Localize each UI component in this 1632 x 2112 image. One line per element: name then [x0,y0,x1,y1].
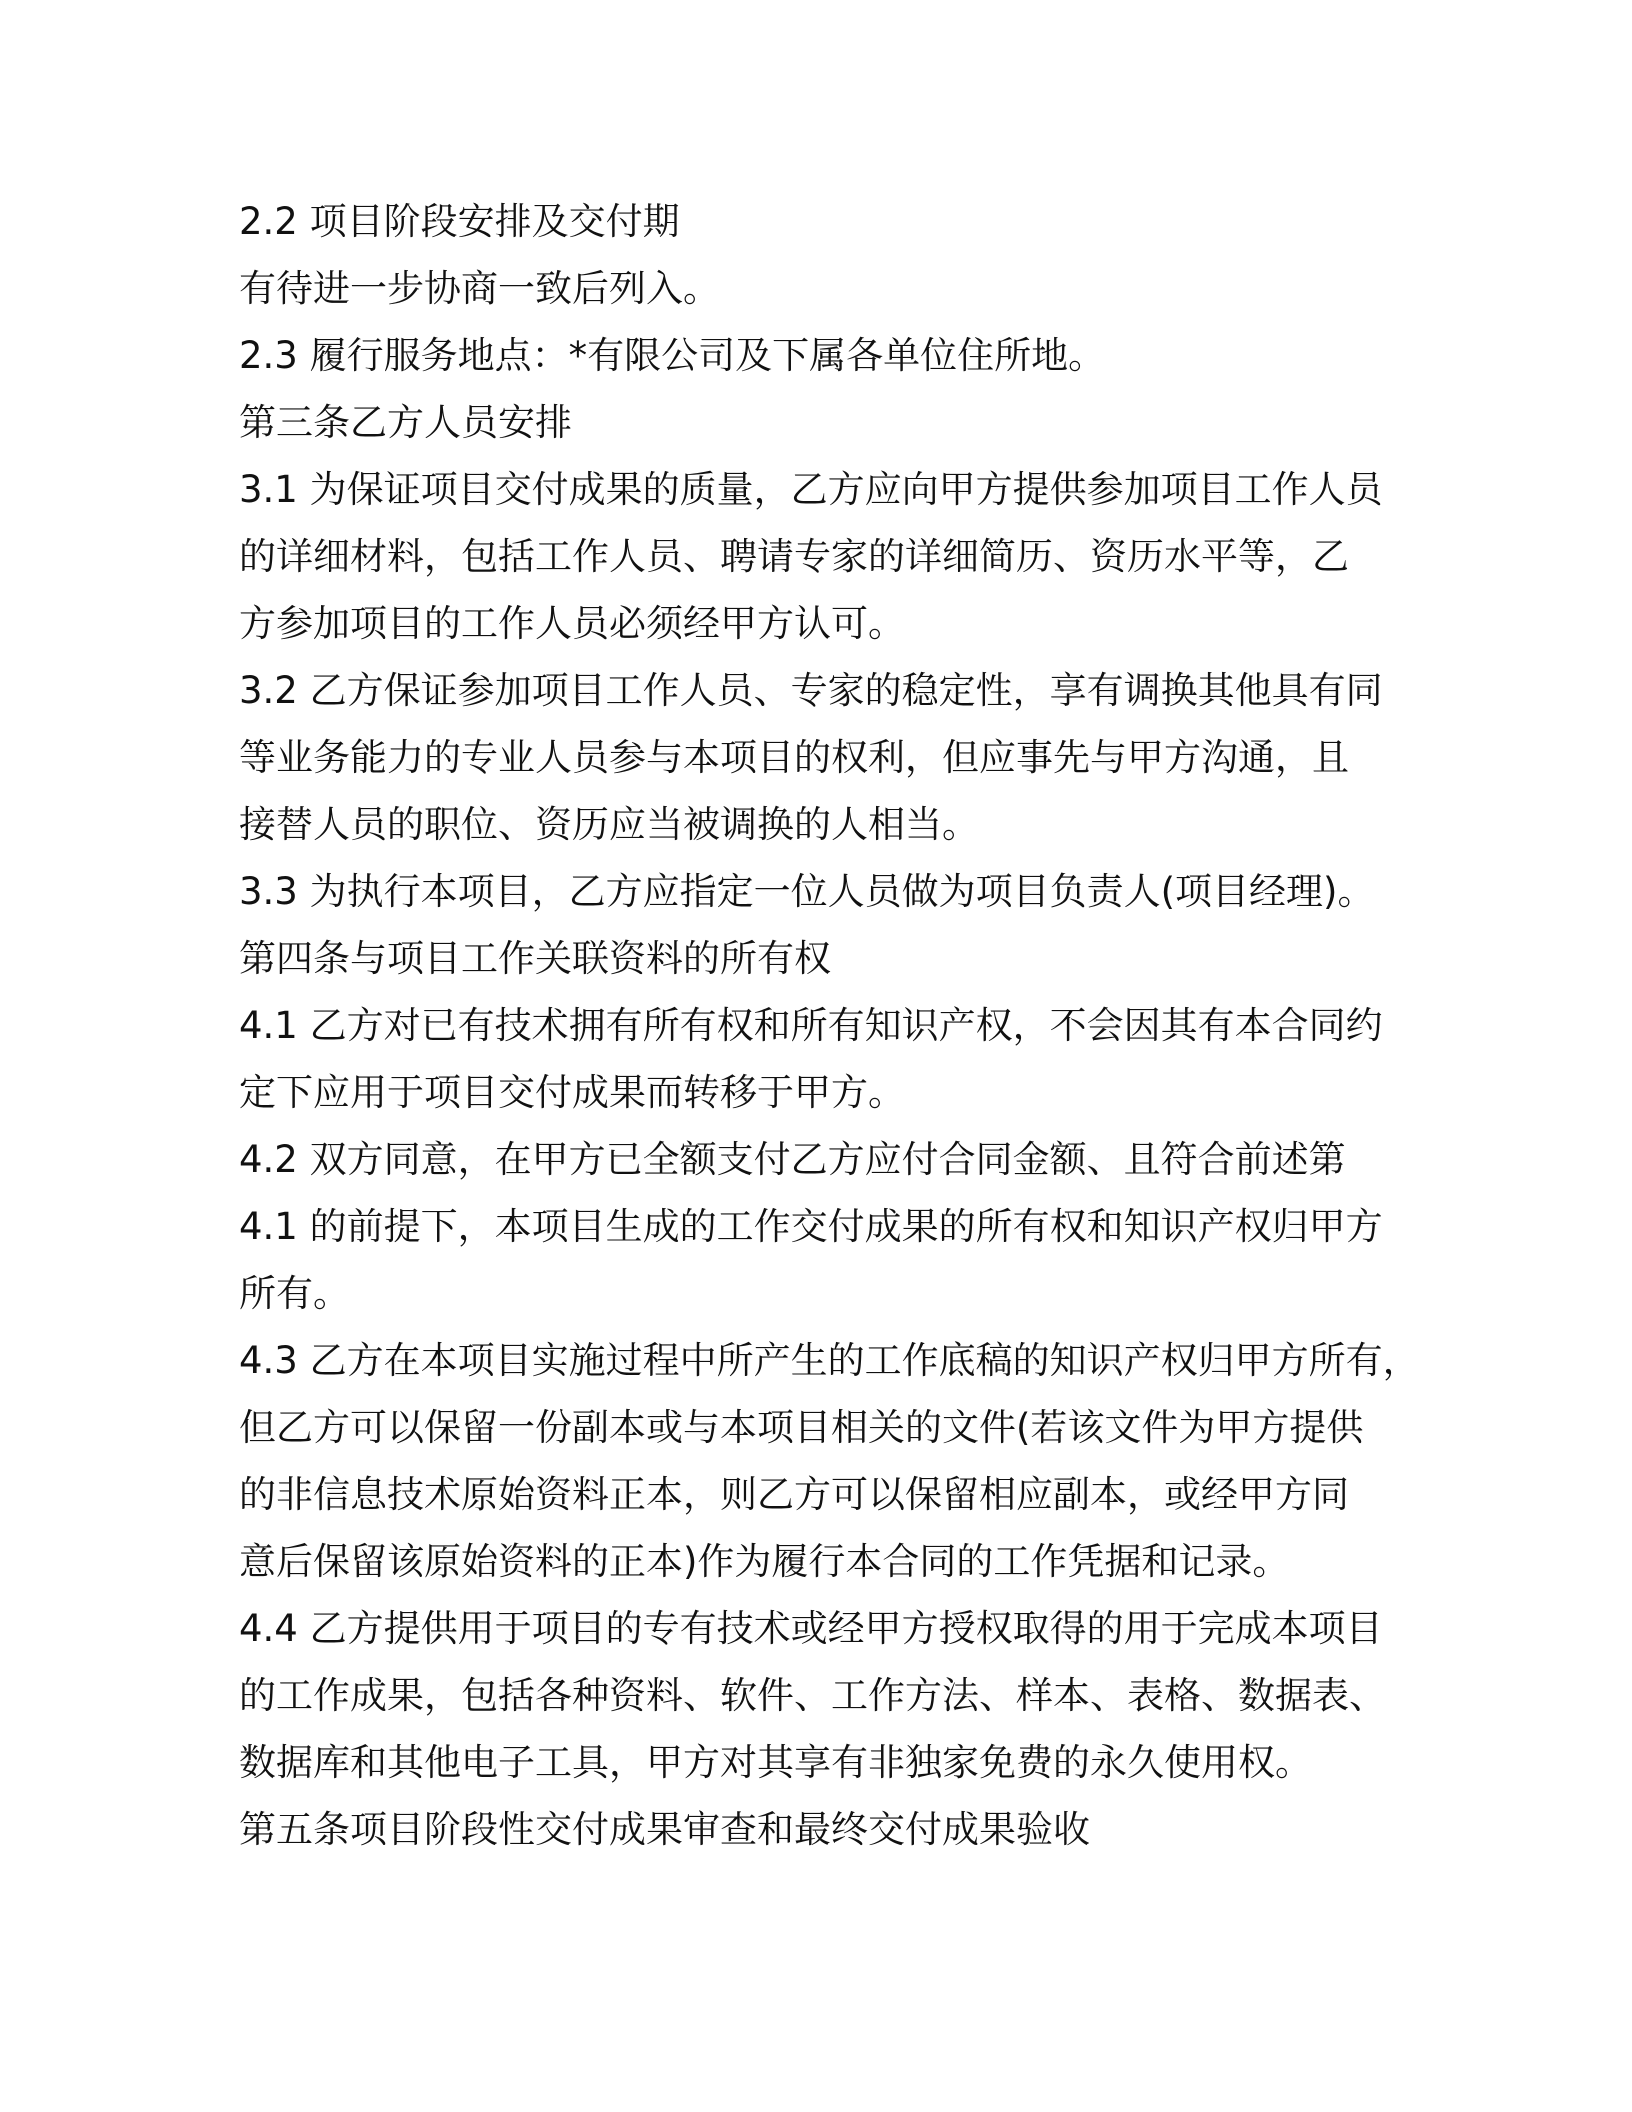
clause-3-1-line: 的详细材料，包括工作人员、聘请专家的详细简历、资历水平等，乙 [239,535,1349,578]
clause-3-2-line: 等业务能力的专业人员参与本项目的权利，但应事先与甲方沟通，且 [239,736,1349,779]
clause-4-1-line: 定下应用于项目交付成果而转移于甲方。 [239,1071,905,1114]
heading-2-2: 2.2 项目阶段安排及交付期 [239,200,680,243]
clause-3-2-line: 接替人员的职位、资历应当被调换的人相当。 [239,803,979,846]
clause-3-1-line: 3.1 为保证项目交付成果的质量，乙方应向甲方提供参加项目工作人员 [239,468,1383,511]
clause-4-3-line: 意后保留该原始资料的正本)作为履行本合同的工作凭据和记录。 [239,1540,1290,1583]
clause-4-2-line: 4.2 双方同意，在甲方已全额支付乙方应付合同金额、且符合前述第 [239,1138,1346,1181]
clause-3-2-line: 3.2 乙方保证参加项目工作人员、专家的稳定性，享有调换其他具有同 [239,669,1383,712]
document-body [239,188,1419,1863]
clause-3-1-line: 方参加项目的工作人员必须经甲方认可。 [239,602,905,645]
clause-4-2-line: 所有。 [239,1272,350,1315]
clause-4-4-line: 数据库和其他电子工具，甲方对其享有非独家免费的永久使用权。 [239,1741,1312,1784]
clause-4-3-line: 但乙方可以保留一份副本或与本项目相关的文件(若该文件为甲方提供 [239,1406,1364,1449]
clause-4-3-line: 4.3 乙方在本项目实施过程中所产生的工作底稿的知识产权归甲方所有， [239,1339,1420,1382]
clause-4-4-line: 4.4 乙方提供用于项目的专有技术或经甲方授权取得的用于完成本项目 [239,1607,1383,1650]
paragraph-line: 有待进一步协商一致后列入。 [239,267,720,310]
clause-4-4-line: 的工作成果，包括各种资料、软件、工作方法、样本、表格、数据表、 [239,1674,1386,1717]
article-5-heading: 第五条项目阶段性交付成果审查和最终交付成果验收 [239,1808,1090,1851]
clause-3-3: 3.3 为执行本项目，乙方应指定一位人员做为项目负责人(项目经理)。 [239,870,1375,913]
article-3-heading: 第三条乙方人员安排 [239,401,572,444]
article-4-heading: 第四条与项目工作关联资料的所有权 [239,937,831,980]
clause-4-1-line: 4.1 乙方对已有技术拥有所有权和所有知识产权，不会因其有本合同约 [239,1004,1383,1047]
clause-4-2-line: 4.1 的前提下，本项目生成的工作交付成果的所有权和知识产权归甲方 [239,1205,1383,1248]
clause-4-3-line: 的非信息技术原始资料正本，则乙方可以保留相应副本，或经甲方同 [239,1473,1349,1516]
clause-2-3: 2.3 履行服务地点：*有限公司及下属各单位住所地。 [239,334,1106,377]
